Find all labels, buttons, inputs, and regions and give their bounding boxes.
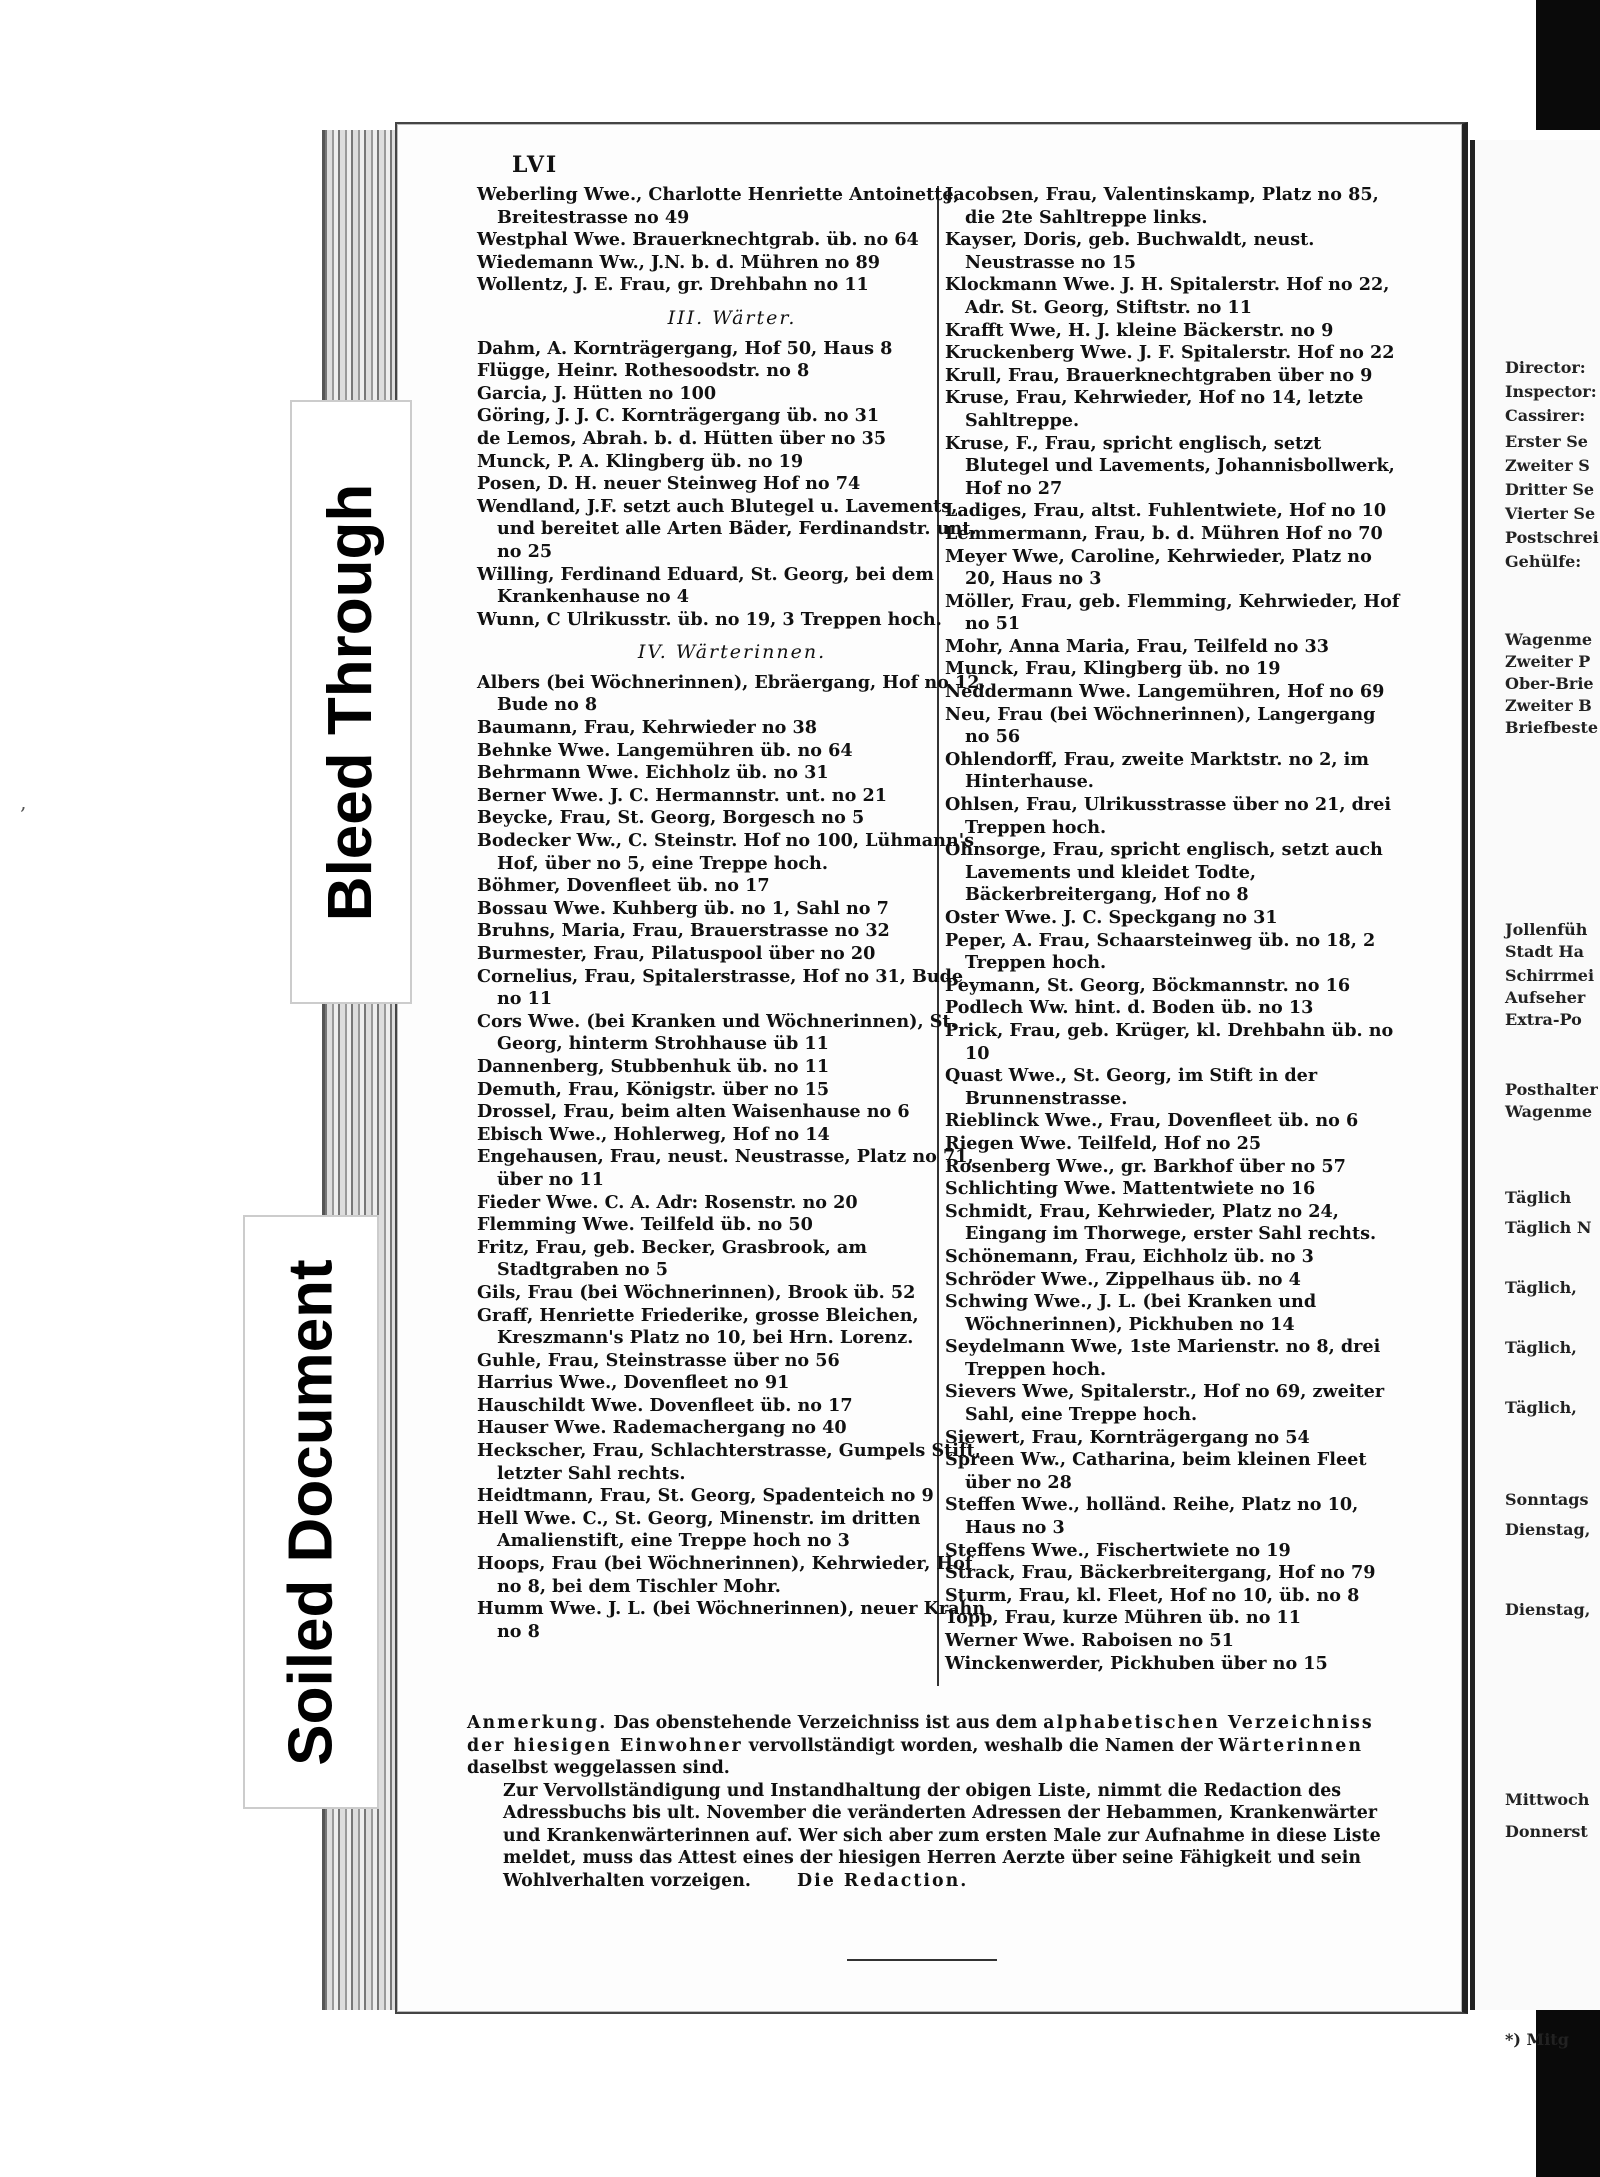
list-item: Bossau Wwe. Kuhberg üb. no 1, Sahl no 7: [477, 897, 889, 919]
list-item: Neu, Frau (bei Wöchnerinnen), Langergang no 56: [945, 703, 1376, 748]
list-item: Schröder Wwe., Zippelhaus üb. no 4: [945, 1268, 1301, 1290]
list-item: Harrius Wwe., Dovenfleet no 91: [477, 1372, 790, 1394]
fragment-text: Täglich N: [1505, 1218, 1592, 1237]
list-item: Mohr, Anna Maria, Frau, Teilfeld no 33: [945, 635, 1330, 657]
list-item: Hell Wwe. C., St. Georg, Minenstr. im dritten Amalienstift, eine Treppe hoch no 3: [477, 1507, 921, 1552]
fragment-text: Vierter Se: [1505, 504, 1596, 523]
fragment-text: Aufseher: [1505, 988, 1586, 1007]
annotation-note: [467, 1712, 1392, 1892]
list-item: Ohlendorff, Frau, zweite Marktstr. no 2, im Hinterhause.: [945, 748, 1369, 793]
fragment-text: Gehülfe:: [1505, 552, 1582, 571]
end-rule: [847, 1959, 997, 1961]
list-item: Meyer Wwe, Caroline, Kehrwieder, Platz no 20, Haus no 3: [945, 545, 1372, 590]
list-item: Kruse, F., Frau, spricht englisch, setzt Blutegel und Lavements, Johannisbollwerk, Hof no 27: [945, 432, 1395, 499]
fragment-text: Donnerst: [1505, 1822, 1588, 1841]
fragment-text: Schirrmei: [1505, 966, 1595, 985]
list-item: Wunn, C Ulrikusstr. üb. no 19, 3 Treppen hoch.: [477, 608, 942, 630]
list-item: Rieblinck Wwe., Frau, Dovenfleet üb. no 6: [945, 1110, 1359, 1132]
section-heading-waerterinnen: IV. Wärterinnen.: [637, 641, 827, 664]
sticker-bleed-through: [290, 400, 412, 1004]
list-item: Engehausen, Frau, neust. Neustrasse, Platz no 71, über no 11: [477, 1146, 974, 1190]
list-item: Flemming Wwe. Teilfeld üb. no 50: [477, 1214, 813, 1236]
fragment-text: Zweiter B: [1505, 696, 1592, 715]
list-item: Behnke Wwe. Langemühren üb. no 64: [477, 739, 853, 761]
note-text: Das obenstehende Verzeichniss ist aus dem: [613, 1713, 1038, 1733]
list-item: Wendland, J.F. setzt auch Blutegel u. Lavements, und bereitet alle Arten Bäder, Ferdinandstr. unt. no 25: [477, 495, 977, 562]
note-paragraph: Zur Vervollständigung und Instandhaltung der obigen Liste, nimmt die Redaction des Adressbuchs bis ult. November die veränderten Adressen der Hebammen, Krankenwärter und Krankenwärterinnen auf. Wer sich aber zum ersten Male zur Aufnahme in diese Liste meldet, muss das Attest eines der hiesigen Herren Aerzte über seine Fähigkeit und sein Wohlverhalten vorzeigen.: [503, 1780, 1381, 1891]
fragment-text: Dienstag,: [1505, 1600, 1591, 1619]
fragment-text: Dritter Se: [1505, 480, 1595, 499]
fragment-text: Director:: [1505, 358, 1586, 377]
list-item: Werner Wwe. Raboisen no 51: [945, 1630, 1234, 1651]
list-item: Dahm, A. Kornträgergang, Hof 50, Haus 8: [477, 337, 893, 359]
fragment-text: Extra-Po: [1505, 1010, 1582, 1029]
list-item: Ladiges, Frau, altst. Fuhlentwiete, Hof no 10: [945, 500, 1387, 522]
fragment-text: Postschrei: [1505, 528, 1599, 547]
note-label: Anmerkung.: [467, 1713, 608, 1733]
list-item: Klockmann Wwe. J. H. Spitalerstr. Hof no 22, Adr. St. Georg, Stiftstr. no 11: [945, 274, 1390, 318]
list-item: Schwing Wwe., J. L. (bei Kranken und Wöchnerinnen), Pickhuben no 14: [945, 1291, 1317, 1335]
entry-list-waerter: [477, 338, 987, 632]
list-item: Lemmermann, Frau, b. d. Mühren Hof no 70: [945, 522, 1383, 544]
list-item: Graff, Henriette Friederike, grosse Bleichen, Kreszmann's Platz no 10, bei Hrn. Lorenz.: [477, 1304, 919, 1349]
list-item: Strack, Frau, Bäckerbreitergang, Hof no 79: [945, 1562, 1376, 1584]
list-item: Garcia, J. Hütten no 100: [477, 382, 717, 404]
list-item: Steffen Wwe., holländ. Reihe, Platz no 10, Haus no 3: [945, 1494, 1359, 1539]
fragment-text: Zweiter S: [1505, 456, 1590, 475]
entry-list-intro: [477, 184, 987, 297]
list-item: de Lemos, Abrah. b. d. Hütten über no 35: [477, 427, 887, 449]
list-item: Berner Wwe. J. C. Hermannstr. unt. no 21: [477, 784, 887, 806]
list-item: Weberling Wwe., Charlotte Henriette Antoinette, Breitestrasse no 49: [477, 184, 960, 228]
list-item: Siewert, Frau, Kornträgergang no 54: [945, 1426, 1310, 1448]
fragment-text: Jollenfüh: [1505, 920, 1588, 939]
list-item: Willing, Ferdinand Eduard, St. Georg, bei dem Krankenhause no 4: [477, 563, 934, 608]
list-item: Munck, Frau, Klingberg üb. no 19: [945, 658, 1281, 680]
list-item: Sievers Wwe, Spitalerstr., Hof no 69, zweiter Sahl, eine Treppe hoch.: [945, 1381, 1385, 1426]
list-item: Hauser Wwe. Rademachergang no 40: [477, 1417, 847, 1439]
list-item: Burmester, Frau, Pilatuspool über no 20: [477, 943, 876, 964]
list-item: Wollentz, J. E. Frau, gr. Drehbahn no 11: [477, 274, 869, 296]
fragment-text: Posthalter: [1505, 1080, 1598, 1099]
fragment-text: Täglich,: [1505, 1278, 1577, 1297]
list-item: Winckenwerder, Pickhuben über no 15: [945, 1652, 1328, 1674]
fragment-text: Inspector:: [1505, 382, 1597, 401]
note-signature: Die Redaction.: [797, 1870, 969, 1891]
note-text: daselbst weggelassen sind.: [467, 1758, 730, 1778]
list-item: Wiedemann Ww., J.N. b. d. Mühren no 89: [477, 251, 881, 273]
list-item: Hoops, Frau (bei Wöchnerinnen), Kehrwieder, Hof no 8, bei dem Tischler Mohr.: [477, 1553, 973, 1597]
fragment-text: Briefbeste: [1505, 718, 1599, 737]
list-item: Cors Wwe. (bei Kranken und Wöchnerinnen), St. Georg, hinterm Strohhause üb 11: [477, 1010, 957, 1055]
list-item: Dannenberg, Stubbenhuk üb. no 11: [477, 1055, 830, 1077]
list-item: Gils, Frau (bei Wöchnerinnen), Brook üb. 52: [477, 1281, 916, 1303]
list-item: Böhmer, Dovenfleet üb. no 17: [477, 875, 770, 897]
page-number: LVI: [512, 152, 559, 178]
fragment-text: *) Mitg: [1505, 2030, 1569, 2049]
list-item: Fritz, Frau, geb. Becker, Grasbrook, am Stadtgraben no 5: [477, 1236, 867, 1281]
fragment-text: Wagenme: [1505, 1102, 1593, 1121]
list-item: Drossel, Frau, beim alten Waisenhause no 6: [477, 1101, 910, 1123]
fragment-text: Mittwoch: [1505, 1790, 1590, 1809]
fragment-text: Ober-Brie: [1505, 674, 1594, 693]
entry-list-waerterinnen: [477, 672, 987, 1644]
fragment-text: Täglich: [1505, 1188, 1572, 1207]
list-item: Munck, P. A. Klingberg üb. no 19: [477, 450, 804, 472]
list-item: Kayser, Doris, geb. Buchwaldt, neust. Neustrasse no 15: [945, 229, 1315, 273]
list-item: Flügge, Heinr. Rothesoodstr. no 8: [477, 360, 810, 382]
list-item: Göring, J. J. C. Kornträgergang üb. no 31: [477, 405, 880, 427]
entry-list-waerterinnen-continued: [945, 184, 1405, 1675]
list-item: Prick, Frau, geb. Krüger, kl. Drehbahn üb. no 10: [945, 1019, 1394, 1064]
facing-page-fragment: [1470, 140, 1600, 2049]
note-text-spaced: Wärterinnen: [1218, 1735, 1363, 1756]
list-item: Fieder Wwe. C. A. Adr: Rosenstr. no 20: [477, 1191, 858, 1213]
list-item: Schönemann, Frau, Eichholz üb. no 3: [945, 1245, 1314, 1267]
list-item: Krafft Wwe, H. J. kleine Bäckerstr. no 9: [945, 319, 1334, 341]
list-item: Schlichting Wwe. Mattentwiete no 16: [945, 1178, 1316, 1200]
list-item: Ohlsen, Frau, Ulrikusstrasse über no 21, drei Treppen hoch.: [945, 794, 1392, 838]
list-item: Seydelmann Wwe, 1ste Marienstr. no 8, drei Treppen hoch.: [945, 1336, 1381, 1380]
list-item: Topp, Frau, kurze Mühren üb. no 11: [945, 1607, 1302, 1629]
fragment-text: Dienstag,: [1505, 1520, 1591, 1539]
sticker-soiled-document: [243, 1215, 379, 1809]
list-item: Oster Wwe. J. C. Speckgang no 31: [945, 907, 1278, 928]
list-item: Kruse, Frau, Kehrwieder, Hof no 14, letzte Sahltreppe.: [945, 387, 1364, 431]
section-heading-waerter: III. Wärter.: [667, 306, 797, 329]
list-item: Bruhns, Maria, Frau, Brauerstrasse no 32: [477, 920, 890, 942]
list-item: Neddermann Wwe. Langemühren, Hof no 69: [945, 681, 1385, 703]
right-column: [945, 184, 1405, 1675]
fragment-text: Täglich,: [1505, 1338, 1577, 1357]
list-item: Guhle, Frau, Steinstrasse über no 56: [477, 1349, 840, 1371]
list-item: Kruckenberg Wwe. J. F. Spitalerstr. Hof no 22: [945, 342, 1395, 364]
list-item: Podlech Ww. hint. d. Boden üb. no 13: [945, 997, 1314, 1019]
list-item: Quast Wwe., St. Georg, im Stift in der Brunnenstrasse.: [945, 1065, 1318, 1109]
list-item: Heckscher, Frau, Schlachterstrasse, Gumpels Stift, letzter Sahl rechts.: [477, 1440, 981, 1484]
list-item: Spreen Ww., Catharina, beim kleinen Fleet über no 28: [945, 1449, 1367, 1493]
list-item: Ohnsorge, Frau, spricht englisch, setzt auch Lavements und kleidet Todte, Bäckerbreitergang, Hof no 8: [945, 839, 1383, 906]
list-item: Schmidt, Frau, Kehrwieder, Platz no 24, Eingang im Thorwege, erster Sahl rechts.: [945, 1200, 1377, 1245]
fragment-text: Wagenme: [1505, 630, 1593, 649]
list-item: Riegen Wwe. Teilfeld, Hof no 25: [945, 1132, 1262, 1154]
fragment-text: Stadt Ha: [1505, 942, 1584, 961]
list-item: Beycke, Frau, St. Georg, Borgesch no 5: [477, 807, 865, 829]
list-item: Cornelius, Frau, Spitalerstrasse, Hof no 31, Bude no 11: [477, 965, 964, 1010]
list-item: Steffens Wwe., Fischertwiete no 19: [945, 1539, 1291, 1561]
sticker-label: Bleed Through: [316, 483, 386, 921]
list-item: Rosenberg Wwe., gr. Barkhof über no 57: [945, 1155, 1346, 1177]
list-item: Peper, A. Frau, Schaarsteinweg üb. no 18, 2 Treppen hoch.: [945, 929, 1376, 974]
note-text: vervollständigt worden, weshalb die Namen der: [748, 1735, 1213, 1756]
document-page: [395, 122, 1468, 2014]
list-item: Behrmann Wwe. Eichholz üb. no 31: [477, 762, 829, 784]
list-item: Krull, Frau, Brauerknechtgraben über no 9: [945, 364, 1373, 386]
list-item: Posen, D. H. neuer Steinweg Hof no 74: [477, 473, 861, 495]
fragment-text: Cassirer:: [1505, 406, 1586, 425]
list-item: Baumann, Frau, Kehrwieder no 38: [477, 717, 818, 739]
fragment-text: Erster Se: [1505, 432, 1588, 451]
list-item: Ebisch Wwe., Hohlerweg, Hof no 14: [477, 1123, 830, 1145]
list-item: Peymann, St. Georg, Böckmannstr. no 16: [945, 974, 1351, 996]
list-item: Möller, Frau, geb. Flemming, Kehrwieder, Hof no 51: [945, 590, 1400, 635]
left-column: [477, 184, 987, 1643]
fragment-text: Sonntags: [1505, 1490, 1589, 1509]
note-text-spaced: alphabetischen Verzeichniss der hiesigen Einwohner: [467, 1713, 1374, 1756]
list-item: Sturm, Frau, kl. Fleet, Hof no 10, üb. no 8: [945, 1584, 1360, 1606]
list-item: Westphal Wwe. Brauerknechtgrab. üb. no 64: [477, 229, 919, 251]
list-item: Hauschildt Wwe. Dovenfleet üb. no 17: [477, 1394, 853, 1416]
list-item: Bodecker Ww., C. Steinstr. Hof no 100, Lühmann's Hof, über no 5, eine Treppe hoch.: [477, 830, 975, 874]
sticker-label: Soiled Document: [276, 1258, 346, 1766]
list-item: Albers (bei Wöchnerinnen), Ebräergang, Hof no 12, Bude no 8: [477, 671, 986, 716]
speck-mark: ‚: [20, 790, 27, 814]
list-item: Jacobsen, Frau, Valentinskamp, Platz no 85, die 2te Sahltreppe links.: [945, 184, 1379, 228]
list-item: Demuth, Frau, Königstr. über no 15: [477, 1078, 830, 1100]
fragment-text: Zweiter P: [1505, 652, 1591, 671]
list-item: Humm Wwe. J. L. (bei Wöchnerinnen), neuer Krahn no 8: [477, 1598, 986, 1642]
list-item: Heidtmann, Frau, St. Georg, Spadenteich no 9: [477, 1485, 934, 1507]
fragment-text: Täglich,: [1505, 1398, 1577, 1417]
